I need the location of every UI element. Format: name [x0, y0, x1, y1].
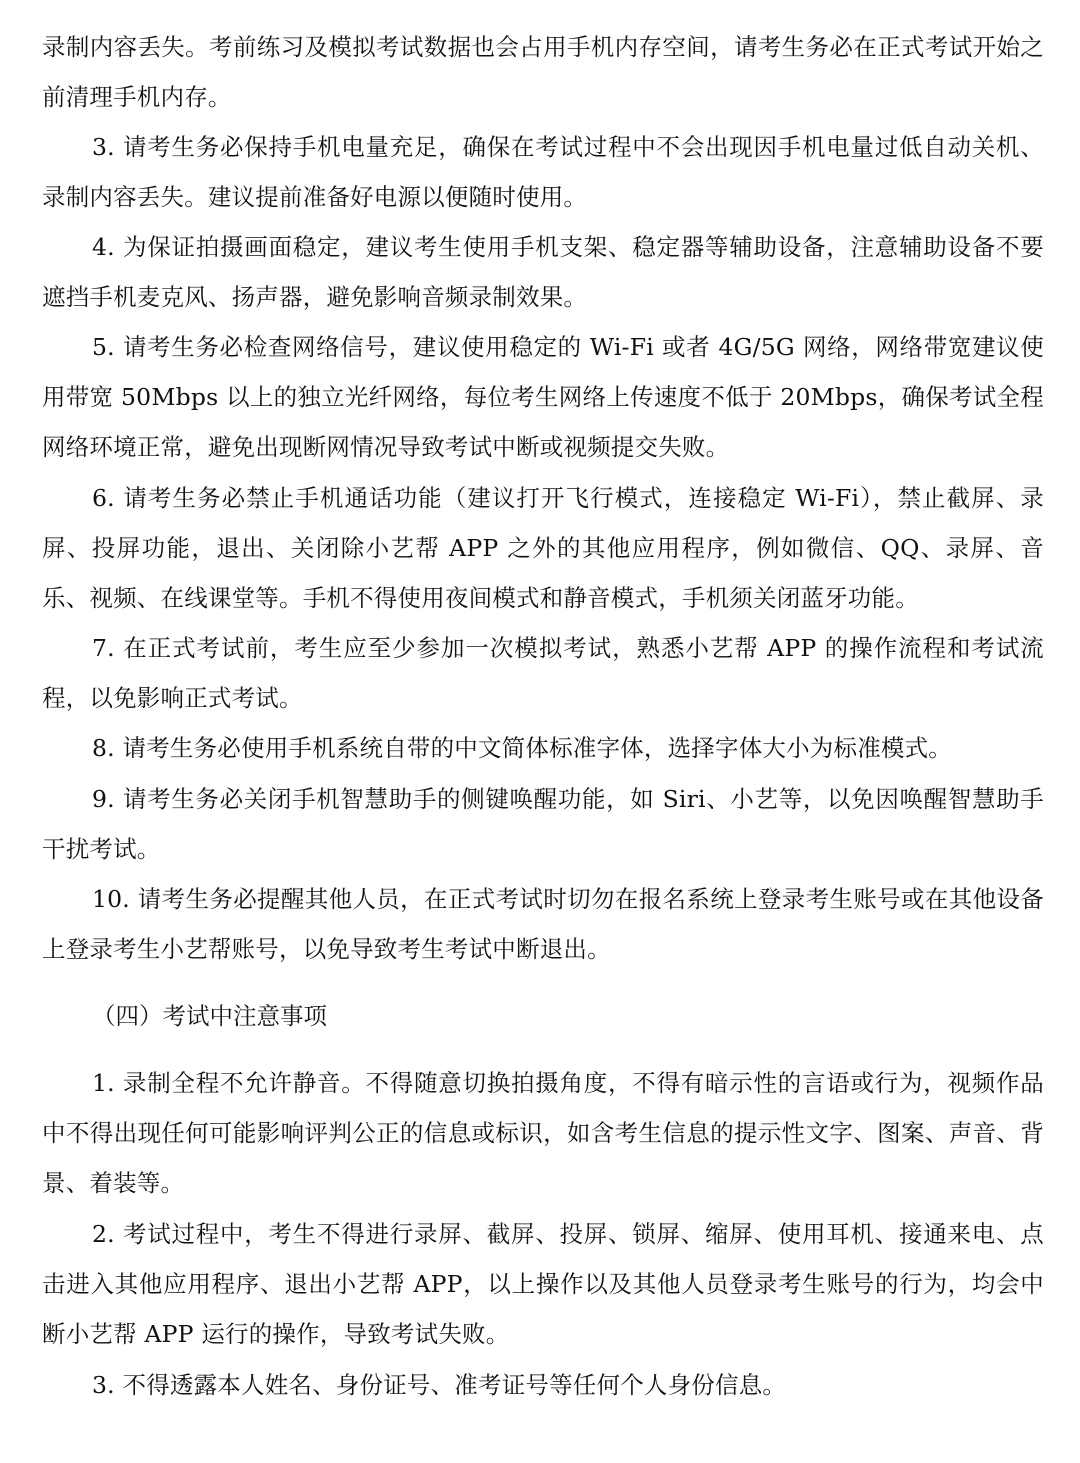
list-item-5: 5. 请考生务必检查网络信号，建议使用稳定的 Wi-Fi 或者 4G/5G 网络，网络带宽建议使用带宽 50Mbps 以上的独立光纤网络，每位考生网络上传速度不低于 20Mbps，确保考试全程网络环境正常，避免出现断网情况导致考试中断或视频提交失败。: [42, 333, 1044, 461]
during-exam-item-3: 3. 不得透露本人姓名、身份证号、准考证号等任何个人身份信息。: [92, 1371, 787, 1399]
list-item-9: 9. 请考生务必关闭手机智慧助手的侧键唤醒功能，如 Siri、小艺等，以免因唤醒智慧助手干扰考试。: [42, 785, 1044, 863]
during-exam-item-1: 1. 录制全程不允许静音。不得随意切换拍摄角度，不得有暗示性的言语或行为，视频作品中不得出现任何可能影响评判公正的信息或标识，如含考生信息的提示性文字、图案、声音、背景、着装等。: [42, 1069, 1044, 1197]
section-heading: （四）考试中注意事项: [92, 1002, 327, 1030]
during-exam-item-2: 2. 考试过程中，考生不得进行录屏、截屏、投屏、锁屏、缩屏、使用耳机、接通来电、点击进入其他应用程序、退出小艺帮 APP，以上操作以及其他人员登录考生账号的行为，均会中断小艺帮 APP 运行的操作，导致考试失败。: [42, 1220, 1044, 1348]
list-item-3: 3. 请考生务必保持手机电量充足，确保在考试过程中不会出现因手机电量过低自动关机、录制内容丢失。建议提前准备好电源以便随时使用。: [42, 133, 1044, 211]
list-item-8: 8. 请考生务必使用手机系统自带的中文简体标准字体，选择字体大小为标准模式。: [92, 734, 952, 762]
list-item-10: 10. 请考生务必提醒其他人员，在正式考试时切勿在报名系统上登录考生账号或在其他设备上登录考生小艺帮账号，以免导致考生考试中断退出。: [42, 885, 1044, 963]
list-item-4: 4. 为保证拍摄画面稳定，建议考生使用手机支架、稳定器等辅助设备，注意辅助设备不要遮挡手机麦克风、扬声器，避免影响音频录制效果。: [42, 233, 1044, 311]
list-item-6: 6. 请考生务必禁止手机通话功能（建议打开飞行模式，连接稳定 Wi-Fi），禁止截屏、录屏、投屏功能，退出、关闭除小艺帮 APP 之外的其他应用程序，例如微信、QQ、录屏、音乐、视频、在线课堂等。手机不得使用夜间模式和静音模式，手机须关闭蓝牙功能。: [42, 484, 1044, 612]
continuation-paragraph: 录制内容丢失。考前练习及模拟考试数据也会占用手机内存空间，请考生务必在正式考试开始之前清理手机内存。: [42, 33, 1044, 111]
list-item-7: 7. 在正式考试前，考生应至少参加一次模拟考试，熟悉小艺帮 APP 的操作流程和考试流程，以免影响正式考试。: [42, 634, 1044, 712]
